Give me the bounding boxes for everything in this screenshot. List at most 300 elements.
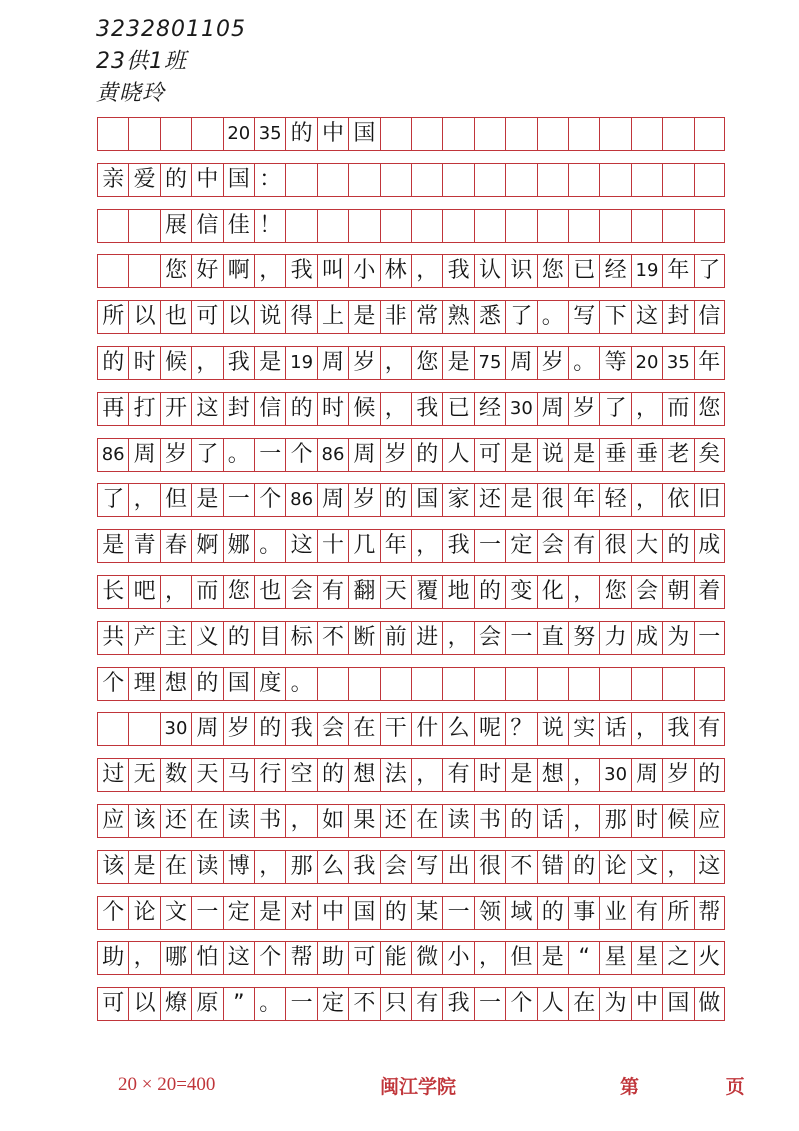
grid-cell: 燎	[160, 988, 191, 1020]
grid-cell: 的	[505, 805, 536, 837]
grid-cell: 书	[474, 805, 505, 837]
grid-cell: 写	[568, 301, 599, 333]
grid-cell: 应	[694, 805, 725, 837]
grid-cell: 打	[128, 393, 159, 425]
grid-cell	[662, 164, 693, 196]
grid-cell: 共	[97, 622, 128, 654]
grid-cell: 20	[223, 118, 254, 150]
grid-cell	[631, 668, 662, 700]
grid-row	[97, 712, 725, 746]
grid-cell: 19	[631, 255, 662, 287]
grid-cell: 不	[317, 622, 348, 654]
grid-cell: 35	[662, 347, 693, 379]
grid-cell: 的	[380, 897, 411, 929]
grid-cell: 想	[160, 668, 191, 700]
grid-cell: 开	[160, 393, 191, 425]
grid-cell	[505, 668, 536, 700]
grid-cell: 话	[537, 805, 568, 837]
grid-cell: 人	[442, 439, 473, 471]
grid-cell: 的	[662, 530, 693, 562]
grid-row	[97, 254, 725, 288]
grid-cell	[505, 164, 536, 196]
grid-cell: 很	[537, 484, 568, 516]
grid-cell	[285, 164, 316, 196]
grid-cell: 那	[599, 805, 630, 837]
grid-cell	[380, 118, 411, 150]
grid-cell: ！	[254, 210, 285, 242]
grid-cell: 直	[537, 622, 568, 654]
grid-cell	[411, 118, 442, 150]
grid-cell: 努	[568, 622, 599, 654]
grid-cell	[191, 118, 222, 150]
grid-cell: 应	[97, 805, 128, 837]
grid-row	[97, 483, 725, 517]
grid-cell: 什	[411, 713, 442, 745]
grid-cell: 一	[285, 988, 316, 1020]
grid-cell: 是	[537, 942, 568, 974]
grid-cell: 我	[348, 851, 379, 883]
grid-cell: 行	[254, 759, 285, 791]
grid-cell: ，	[568, 576, 599, 608]
grid-cell: 干	[380, 713, 411, 745]
grid-cell: 火	[694, 942, 725, 974]
grid-cell: 您	[537, 255, 568, 287]
grid-cell: 域	[505, 897, 536, 929]
grid-cell: 的	[474, 576, 505, 608]
grid-cell	[568, 118, 599, 150]
grid-cell: 朝	[662, 576, 693, 608]
grid-row	[97, 850, 725, 884]
grid-cell: 已	[568, 255, 599, 287]
grid-cell: “	[568, 942, 599, 974]
grid-cell: 果	[348, 805, 379, 837]
grid-cell: 家	[442, 484, 473, 516]
grid-cell: 上	[317, 301, 348, 333]
grid-cell: 小	[442, 942, 473, 974]
grid-cell	[631, 210, 662, 242]
grid-cell: 力	[599, 622, 630, 654]
grid-cell: 岁	[537, 347, 568, 379]
grid-cell	[631, 118, 662, 150]
grid-cell: 我	[285, 255, 316, 287]
grid-cell: 了	[505, 301, 536, 333]
grid-cell: 助	[317, 942, 348, 974]
grid-cell: 帮	[694, 897, 725, 929]
grid-cell: 不	[505, 851, 536, 883]
grid-cell: ，	[662, 851, 693, 883]
grid-cell: 书	[254, 805, 285, 837]
grid-cell: 信	[694, 301, 725, 333]
grid-cell	[380, 668, 411, 700]
grid-cell: 论	[128, 897, 159, 929]
grid-cell: 我	[442, 530, 473, 562]
grid-cell	[599, 118, 630, 150]
grid-row	[97, 438, 725, 472]
grid-cell: 是	[254, 897, 285, 929]
grid-cell: 个	[97, 897, 128, 929]
grid-cell: 了	[694, 255, 725, 287]
grid-cell	[599, 164, 630, 196]
grid-cell: ，	[128, 484, 159, 516]
grid-cell: 封	[662, 301, 693, 333]
grid-cell: 读	[442, 805, 473, 837]
grid-cell: 婀	[191, 530, 222, 562]
grid-cell: 该	[97, 851, 128, 883]
grid-cell	[128, 713, 159, 745]
grid-cell: 天	[191, 759, 222, 791]
grid-cell: 是	[348, 301, 379, 333]
grid-cell: 我	[285, 713, 316, 745]
grid-cell: 是	[505, 484, 536, 516]
grid-cell: 了	[599, 393, 630, 425]
grid-cell: ，	[442, 622, 473, 654]
grid-cell	[694, 210, 725, 242]
grid-cell: 。	[223, 439, 254, 471]
grid-row	[97, 163, 725, 197]
grid-cell: 话	[599, 713, 630, 745]
grid-cell: 下	[599, 301, 630, 333]
grid-cell: ，	[474, 942, 505, 974]
grid-cell: 做	[694, 988, 725, 1020]
grid-cell: 变	[505, 576, 536, 608]
student-id: 3232801105	[96, 17, 246, 42]
grid-cell: 经	[474, 393, 505, 425]
grid-cell	[694, 118, 725, 150]
grid-spec: 20 × 20=400	[118, 1074, 216, 1095]
grid-cell: 星	[631, 942, 662, 974]
grid-cell: 一	[442, 897, 473, 929]
grid-cell	[474, 118, 505, 150]
page-label: 第 页	[620, 1076, 785, 1098]
grid-cell: 人	[537, 988, 568, 1020]
grid-cell: 封	[223, 393, 254, 425]
grid-cell	[317, 668, 348, 700]
grid-cell: 还	[474, 484, 505, 516]
grid-cell	[348, 210, 379, 242]
grid-cell: 再	[97, 393, 128, 425]
grid-cell: 识	[505, 255, 536, 287]
grid-cell: 30	[505, 393, 536, 425]
grid-cell: 年	[380, 530, 411, 562]
grid-cell: 义	[191, 622, 222, 654]
grid-cell: ，	[160, 576, 191, 608]
grid-row	[97, 346, 725, 380]
grid-cell: 只	[380, 988, 411, 1020]
grid-cell	[348, 668, 379, 700]
grid-cell: 林	[380, 255, 411, 287]
grid-cell: 翻	[348, 576, 379, 608]
grid-cell: 有	[317, 576, 348, 608]
grid-cell	[537, 164, 568, 196]
grid-cell	[411, 164, 442, 196]
grid-cell: 的	[160, 164, 191, 196]
grid-cell: 可	[191, 301, 222, 333]
grid-cell	[442, 164, 473, 196]
grid-cell: 中	[631, 988, 662, 1020]
grid-cell: 会	[631, 576, 662, 608]
grid-cell: 青	[128, 530, 159, 562]
grid-cell	[97, 255, 128, 287]
grid-cell: 是	[191, 484, 222, 516]
grid-cell	[694, 164, 725, 196]
grid-cell: 旧	[694, 484, 725, 516]
grid-cell: 一	[223, 484, 254, 516]
grid-cell: ，	[631, 713, 662, 745]
grid-row	[97, 896, 725, 930]
grid-cell: 认	[474, 255, 505, 287]
grid-cell: 会	[537, 530, 568, 562]
grid-cell: ，	[631, 393, 662, 425]
grid-cell: 定	[223, 897, 254, 929]
grid-row	[97, 758, 725, 792]
grid-cell: 出	[442, 851, 473, 883]
grid-cell: 的	[285, 393, 316, 425]
grid-cell: 中	[317, 897, 348, 929]
grid-cell: 这	[631, 301, 662, 333]
grid-cell	[97, 118, 128, 150]
grid-cell	[411, 668, 442, 700]
grid-row	[97, 300, 725, 334]
grid-cell: 周	[348, 439, 379, 471]
grid-cell: 个	[505, 988, 536, 1020]
grid-cell: 论	[599, 851, 630, 883]
grid-cell: 还	[160, 805, 191, 837]
grid-cell	[694, 668, 725, 700]
grid-cell: 但	[160, 484, 191, 516]
grid-cell	[599, 668, 630, 700]
grid-cell: 我	[223, 347, 254, 379]
grid-cell: 周	[128, 439, 159, 471]
grid-cell: 读	[223, 805, 254, 837]
grid-cell: 一	[474, 530, 505, 562]
grid-cell: ，	[411, 759, 442, 791]
grid-cell: 小	[348, 255, 379, 287]
grid-cell	[505, 118, 536, 150]
grid-cell: 业	[599, 897, 630, 929]
grid-cell: 一	[505, 622, 536, 654]
grid-cell: 对	[285, 897, 316, 929]
grid-cell: 地	[442, 576, 473, 608]
grid-cell: 年	[662, 255, 693, 287]
grid-cell: 想	[348, 759, 379, 791]
grid-cell	[317, 210, 348, 242]
grid-cell: 么	[442, 713, 473, 745]
grid-cell: 个	[254, 484, 285, 516]
grid-cell: 年	[568, 484, 599, 516]
grid-cell: 一	[694, 622, 725, 654]
grid-row	[97, 804, 725, 838]
grid-cell: 在	[411, 805, 442, 837]
grid-cell: 读	[191, 851, 222, 883]
grid-cell: 86	[285, 484, 316, 516]
grid-cell: 一	[191, 897, 222, 929]
grid-cell: 的	[537, 897, 568, 929]
grid-cell: 候	[348, 393, 379, 425]
grid-cell: 年	[694, 347, 725, 379]
grid-cell	[128, 255, 159, 287]
paper-footer	[0, 1070, 799, 1100]
grid-cell: 周	[317, 484, 348, 516]
grid-cell	[537, 668, 568, 700]
grid-cell: ，	[254, 851, 285, 883]
grid-cell: 可	[97, 988, 128, 1020]
grid-cell	[537, 118, 568, 150]
grid-row	[97, 621, 725, 655]
grid-cell: 数	[160, 759, 191, 791]
grid-cell: 悉	[474, 301, 505, 333]
grid-cell: 以	[128, 301, 159, 333]
grid-cell: 文	[631, 851, 662, 883]
grid-cell: 时	[631, 805, 662, 837]
grid-cell: ，	[380, 393, 411, 425]
grid-cell	[631, 164, 662, 196]
grid-cell	[505, 210, 536, 242]
student-info	[96, 14, 356, 110]
grid-cell: 前	[380, 622, 411, 654]
grid-cell: 哪	[160, 942, 191, 974]
grid-cell: 断	[348, 622, 379, 654]
grid-cell: 是	[505, 439, 536, 471]
grid-cell: 垂	[631, 439, 662, 471]
grid-cell: 中	[191, 164, 222, 196]
grid-cell: 大	[631, 530, 662, 562]
grid-cell: 娜	[223, 530, 254, 562]
grid-cell: 岁	[348, 347, 379, 379]
grid-cell: 不	[348, 988, 379, 1020]
grid-cell: 国	[223, 668, 254, 700]
grid-cell: 说	[537, 713, 568, 745]
grid-cell: 候	[160, 347, 191, 379]
grid-cell: ：	[254, 164, 285, 196]
grid-cell: 标	[285, 622, 316, 654]
grid-cell	[411, 210, 442, 242]
grid-cell: 为	[599, 988, 630, 1020]
grid-cell: 么	[317, 851, 348, 883]
grid-cell: 的	[411, 439, 442, 471]
grid-cell: 国	[348, 897, 379, 929]
grid-cell	[474, 210, 505, 242]
grid-cell	[128, 118, 159, 150]
grid-cell: 所	[97, 301, 128, 333]
grid-cell: 周	[505, 347, 536, 379]
grid-cell: 可	[474, 439, 505, 471]
grid-cell: 会	[285, 576, 316, 608]
grid-cell: 而	[662, 393, 693, 425]
grid-cell: 马	[223, 759, 254, 791]
grid-cell: 成	[694, 530, 725, 562]
grid-cell: 30	[160, 713, 191, 745]
grid-cell: 岁	[223, 713, 254, 745]
grid-cell: 展	[160, 210, 191, 242]
student-name: 黄晓玲	[96, 81, 166, 106]
grid-row	[97, 667, 725, 701]
grid-cell: 个	[285, 439, 316, 471]
grid-cell: 这	[694, 851, 725, 883]
grid-cell: 实	[568, 713, 599, 745]
grid-cell	[285, 210, 316, 242]
grid-cell	[380, 210, 411, 242]
grid-cell: 等	[599, 347, 630, 379]
grid-cell: 得	[285, 301, 316, 333]
grid-cell: 是	[442, 347, 473, 379]
grid-cell: 亲	[97, 164, 128, 196]
grid-cell: 熟	[442, 301, 473, 333]
grid-cell: 。	[568, 347, 599, 379]
grid-cell: 86	[97, 439, 128, 471]
grid-cell: 依	[662, 484, 693, 516]
grid-cell	[474, 668, 505, 700]
grid-cell: ，	[568, 805, 599, 837]
grid-cell: 垂	[599, 439, 630, 471]
grid-cell: 也	[254, 576, 285, 608]
grid-cell: 常	[411, 301, 442, 333]
grid-cell: 覆	[411, 576, 442, 608]
grid-cell: 助	[97, 942, 128, 974]
grid-cell: ，	[411, 530, 442, 562]
grid-cell: 30	[599, 759, 630, 791]
grid-cell: 以	[223, 301, 254, 333]
grid-cell: 您	[160, 255, 191, 287]
grid-cell: 我	[442, 255, 473, 287]
grid-cell: 我	[411, 393, 442, 425]
grid-cell: ，	[191, 347, 222, 379]
grid-cell: 着	[694, 576, 725, 608]
school-name: 闽江学院	[380, 1076, 457, 1098]
grid-cell: 是	[254, 347, 285, 379]
grid-cell: 可	[348, 942, 379, 974]
grid-cell: 主	[160, 622, 191, 654]
grid-cell: 有	[411, 988, 442, 1020]
grid-cell: 理	[128, 668, 159, 700]
grid-cell	[442, 668, 473, 700]
grid-cell: 度	[254, 668, 285, 700]
grid-cell: 十	[317, 530, 348, 562]
grid-cell: 已	[442, 393, 473, 425]
grid-row	[97, 392, 725, 426]
grid-cell: 所	[662, 897, 693, 929]
grid-cell	[662, 668, 693, 700]
grid-cell	[568, 164, 599, 196]
grid-cell: 在	[568, 988, 599, 1020]
grid-cell: 周	[537, 393, 568, 425]
grid-cell: 写	[411, 851, 442, 883]
grid-cell: 吧	[128, 576, 159, 608]
grid-cell: 领	[474, 897, 505, 929]
grid-cell: 帮	[285, 942, 316, 974]
grid-cell: 的	[317, 759, 348, 791]
grid-cell: 进	[411, 622, 442, 654]
grid-cell	[568, 668, 599, 700]
grid-cell: 想	[537, 759, 568, 791]
grid-cell: 很	[599, 530, 630, 562]
grid-cell	[662, 118, 693, 150]
grid-cell: 的	[694, 759, 725, 791]
grid-cell: ，	[411, 255, 442, 287]
grid-cell: 20	[631, 347, 662, 379]
grid-cell	[97, 713, 128, 745]
grid-cell: 化	[537, 576, 568, 608]
grid-cell: 有	[694, 713, 725, 745]
grid-cell: 是	[97, 530, 128, 562]
grid-cell: 几	[348, 530, 379, 562]
grid-cell: 19	[285, 347, 316, 379]
grid-cell	[128, 210, 159, 242]
grid-cell: 说	[537, 439, 568, 471]
grid-cell: 但	[505, 942, 536, 974]
grid-cell	[380, 164, 411, 196]
grid-cell: 的	[285, 118, 316, 150]
grid-cell: 在	[191, 805, 222, 837]
